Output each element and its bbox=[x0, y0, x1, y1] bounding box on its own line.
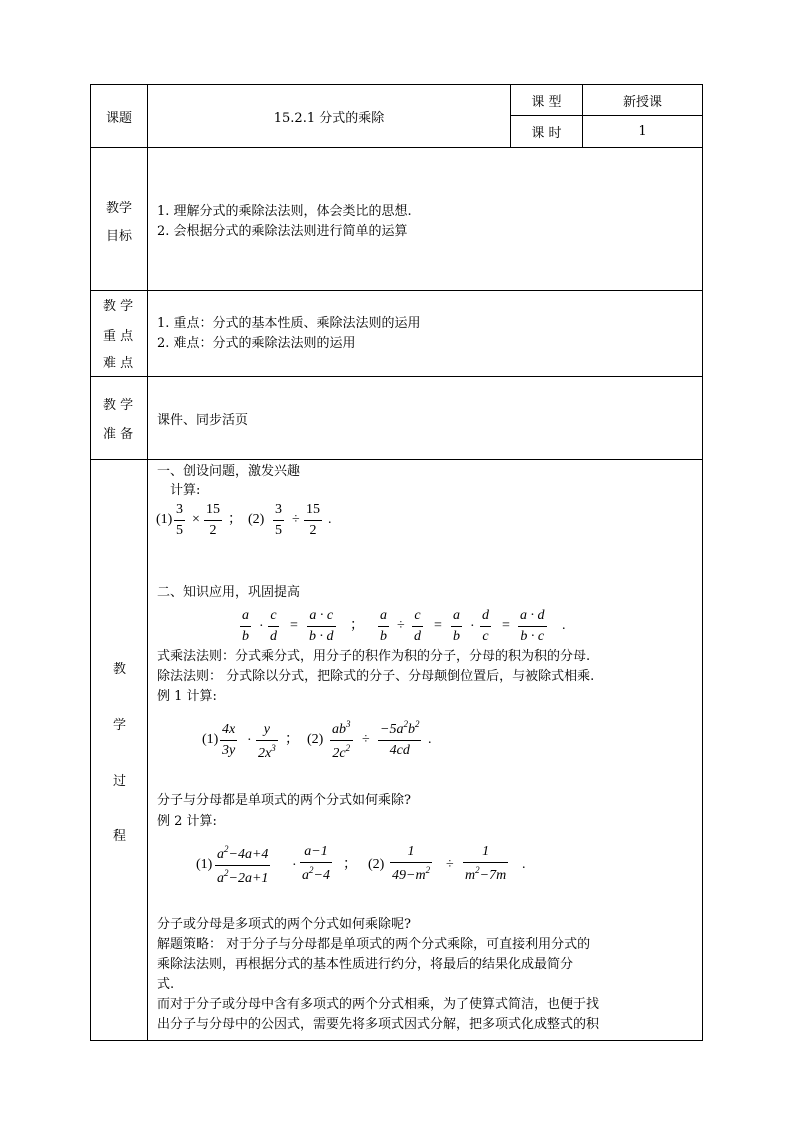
strategy-line-3: 式. bbox=[157, 977, 175, 992]
ex1-frac-4x-3y: 4x 3y bbox=[222, 722, 236, 758]
topic-label: 课题 bbox=[105, 110, 132, 126]
fraction-15-2-b: 15 2 bbox=[306, 502, 320, 538]
warmup-formula-2-index: (2) bbox=[248, 512, 265, 527]
equals-2: = bbox=[434, 618, 442, 633]
section-1-title: 一、创设问题，激发兴趣 bbox=[157, 464, 301, 479]
semicolon-1: ； bbox=[350, 618, 364, 633]
prep-text: 课件、同步活页 bbox=[157, 413, 249, 428]
rule-divide: 除法法则： 分式除以分式，把除式的分子、分母颠倒位置后，与被除式相乘. bbox=[157, 669, 595, 684]
strategy-line-1: 解题策略： 对于分子与分母都是单项式的两个分式乘除，可直接利用分式的 bbox=[157, 937, 591, 952]
ex1-sep: ； bbox=[285, 732, 299, 747]
ex2-divide: ÷ bbox=[446, 857, 454, 872]
table-border-left bbox=[90, 84, 91, 1040]
question-1: 分子与分母都是单项式的两个分式如何乘除? bbox=[157, 793, 411, 808]
ex2-period: . bbox=[522, 857, 526, 872]
ex2-frac-3: 1 $49-m^2$ bbox=[392, 844, 431, 883]
focus-label-1: 教 学 bbox=[103, 299, 134, 314]
topic-value: 15.2.1 分式的乘除 bbox=[273, 110, 385, 126]
goals-item-2: 2. 会根据分式的乘除法法则进行简单的运算 bbox=[157, 224, 408, 239]
process-label-1: 教 bbox=[113, 662, 127, 677]
rule-frac-a-b-3: a b bbox=[453, 608, 460, 644]
warmup-formula-1-index: (1) bbox=[156, 512, 173, 527]
focus-label-2: 重 点 bbox=[103, 329, 134, 344]
cdot-1: · bbox=[259, 619, 264, 634]
row-line-4 bbox=[90, 459, 703, 460]
strategy-line-2: 乘除法法则，再根据分式的基本性质进行约分，将最后的结果化成最简分 bbox=[157, 957, 574, 972]
table-border-bottom bbox=[90, 1040, 703, 1041]
rule-frac-c-d-2: c d bbox=[414, 608, 421, 644]
ex1-frac-y-2x3: y $2x^3$ bbox=[258, 722, 276, 761]
equals-3: = bbox=[502, 618, 510, 633]
divide-2: ÷ bbox=[397, 618, 405, 633]
times-sign: × bbox=[192, 512, 200, 527]
row-line-2 bbox=[90, 290, 703, 291]
fraction-15-2: 15 2 bbox=[206, 502, 220, 538]
ex2-frac-2: a−1 $a^2-4$ bbox=[302, 844, 330, 883]
goals-item-1: 1. 理解分式的乘除法法则，体会类比的思想. bbox=[157, 204, 412, 219]
ex2-cdot: · bbox=[292, 858, 297, 873]
ex1-index-2: (2) bbox=[307, 732, 324, 747]
table-border-right bbox=[702, 84, 703, 1040]
fraction-3-5-b: 3 5 bbox=[275, 502, 282, 538]
rule-frac-a-b: a b bbox=[242, 608, 249, 644]
label-column-divider bbox=[147, 84, 148, 1040]
rule-frac-c-d: c d bbox=[270, 608, 277, 644]
example-2-title: 例 2 计算: bbox=[157, 814, 217, 829]
ex1-period: . bbox=[428, 732, 432, 747]
goals-label-2: 目标 bbox=[106, 229, 133, 244]
ex1-cdot: · bbox=[247, 733, 252, 748]
ex1-divide: ÷ bbox=[362, 732, 370, 747]
process-label-4: 程 bbox=[113, 829, 127, 844]
process-label-2: 学 bbox=[113, 718, 127, 733]
strategy-line-4: 而对于分子或分母中含有多项式的两个分式相乘，为了使算式简洁，也便于找 bbox=[157, 997, 600, 1012]
ex2-index-2: (2) bbox=[368, 857, 385, 872]
strategy-line-5: 出分子与分母中的公因式，需要先将多项式因式分解，把多项式化成整式的积 bbox=[157, 1017, 600, 1032]
equals-1: = bbox=[290, 618, 298, 633]
lesson-hours-label: 课 时 bbox=[531, 126, 562, 141]
rule-frac-ac-bd: a · c b · d bbox=[309, 608, 334, 644]
cdot-2: · bbox=[470, 619, 475, 634]
example-1-title: 例 1 计算: bbox=[157, 689, 217, 704]
process-label-3: 过 bbox=[113, 774, 127, 789]
period: . bbox=[328, 512, 332, 527]
rule-frac-a-b-2: a b bbox=[380, 608, 387, 644]
fraction-3-5: 3 5 bbox=[176, 502, 183, 538]
question-2: 分子或分母是多项式的两个分式如何乘除呢? bbox=[157, 917, 411, 932]
section-2-title: 二、知识应用，巩固提高 bbox=[157, 585, 301, 600]
ex1-frac-5a2b2-4cd: $-5a^2b^2$ 4cd bbox=[380, 719, 420, 758]
row-line-1 bbox=[90, 147, 703, 148]
divide-sign: ÷ bbox=[292, 512, 300, 527]
goals-label-1: 教学 bbox=[106, 201, 133, 216]
rule-frac-ad-bc: a · d b · c bbox=[520, 608, 545, 644]
period-2: . bbox=[562, 618, 566, 633]
ex2-frac-4: 1 $m^2-7m$ bbox=[465, 844, 507, 883]
lesson-type-label: 课 型 bbox=[531, 94, 562, 110]
lesson-hours-value: 1 bbox=[638, 124, 647, 139]
ex1-frac-ab3-2c2: $ab^3$ $2c^2$ bbox=[332, 719, 351, 761]
separator: ； bbox=[228, 512, 242, 527]
ex2-index-1: (1) bbox=[196, 857, 213, 872]
rule-frac-d-c: d c bbox=[482, 608, 489, 644]
ex2-frac-1: $a^2-4a+4$ $a^2-2a+1$ bbox=[217, 844, 269, 886]
ex2-sep: ； bbox=[343, 857, 357, 872]
ex1-index-1: (1) bbox=[202, 732, 219, 747]
section-1-calc-label: 计算: bbox=[170, 483, 201, 498]
focus-label-3: 难 点 bbox=[103, 356, 134, 371]
row-line-3 bbox=[90, 376, 703, 377]
rule-multiply: 式乘法法则：分式乘分式，用分子的积作为积的分子，分母的积为积的分母. bbox=[157, 649, 591, 664]
focus-item-1: 1. 重点：分式的基本性质、乘除法法则的运用 bbox=[157, 316, 421, 331]
prep-label-2: 准 备 bbox=[103, 427, 134, 442]
lesson-type-value: 新授课 bbox=[622, 94, 662, 110]
focus-item-2: 2. 难点：分式的乘除法法则的运用 bbox=[157, 336, 356, 351]
prep-label-1: 教 学 bbox=[103, 398, 134, 413]
